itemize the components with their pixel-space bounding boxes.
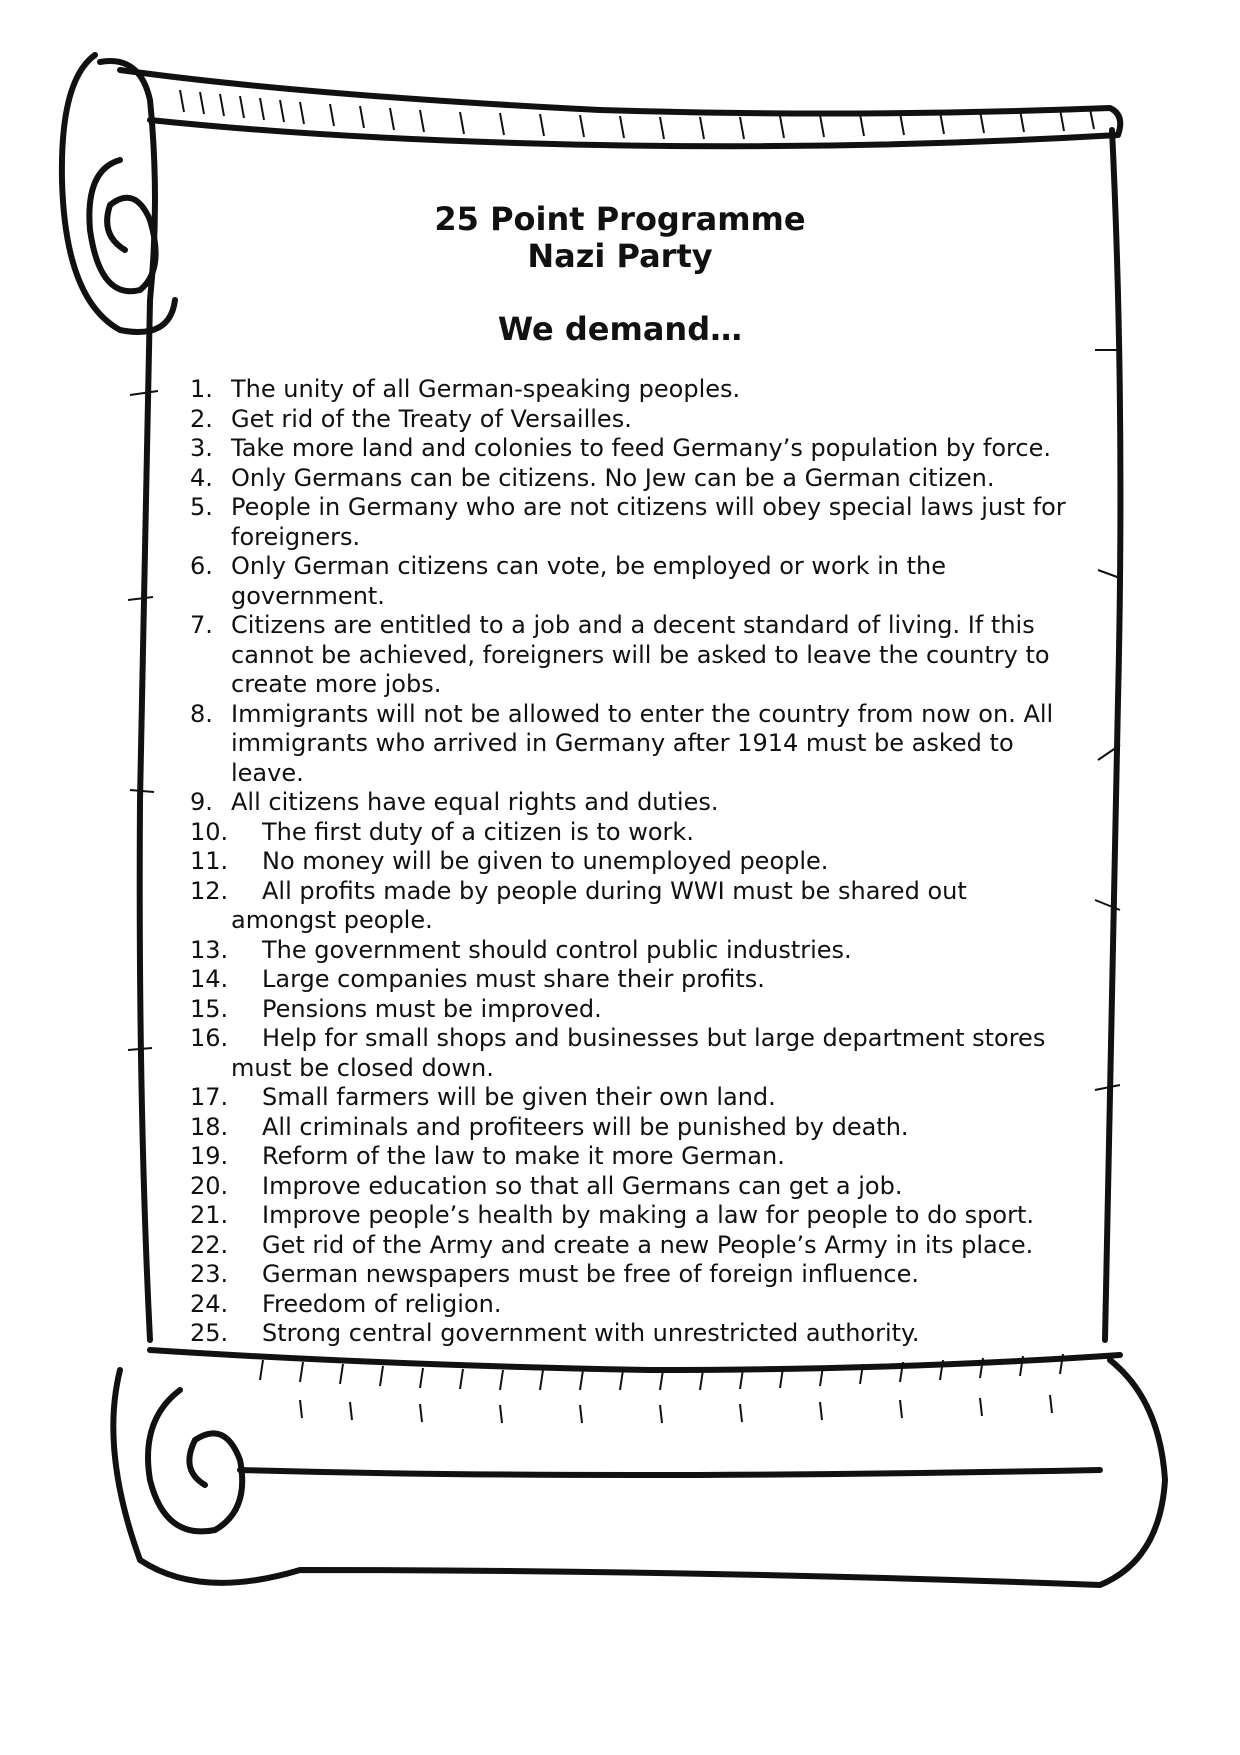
programme-point (190, 936, 1070, 966)
point-text: Large companies must share their profits. (262, 965, 765, 993)
point-text: Get rid of the Army and create a new People’s Army in its place. (262, 1230, 1034, 1259)
point-text: The government should control public industries. (262, 935, 852, 964)
point-number: 19. (190, 1142, 229, 1170)
programme-point (190, 1142, 1070, 1172)
programme-point (190, 1319, 1070, 1349)
programme-points-list (190, 375, 1070, 1349)
programme-point (190, 965, 1070, 995)
programme-point (190, 818, 1070, 848)
point-text: Reform of the law to make it more German. (262, 1142, 785, 1170)
point-text: Only German citizens can vote, be employed or work in the government. (231, 552, 947, 610)
point-number: 5. (190, 493, 213, 521)
programme-point (190, 1201, 1070, 1231)
point-number: 16. (190, 1024, 229, 1052)
programme-point (190, 877, 1070, 936)
point-number: 18. (190, 1112, 229, 1141)
point-text: Strong central government with unrestricted authority. (262, 1319, 920, 1347)
programme-point (190, 788, 1070, 818)
point-number: 14. (190, 965, 229, 993)
programme-point (190, 700, 1070, 789)
point-text: All criminals and profiteers will be punished by death. (262, 1112, 909, 1141)
point-text: The unity of all German-speaking peoples. (231, 375, 741, 403)
point-number: 8. (190, 699, 213, 728)
point-text: Freedom of religion. (262, 1289, 502, 1318)
point-text: All profits made by people during WWI must be shared out amongst people. (231, 876, 967, 934)
point-number: 21. (190, 1201, 229, 1229)
point-text: Citizens are entitled to a job and a decent standard of living. If this cannot be achieved, foreigners will be asked to leave the country to create more jobs. (231, 611, 1050, 698)
point-number: 22. (190, 1230, 229, 1259)
programme-point (190, 1172, 1070, 1202)
point-text: German newspapers must be free of foreign influence. (262, 1260, 920, 1288)
programme-point (190, 1260, 1070, 1290)
point-number: 20. (190, 1171, 229, 1200)
point-number: 1. (190, 375, 213, 403)
point-text: Get rid of the Treaty of Versailles. (231, 404, 632, 433)
programme-point (190, 464, 1070, 494)
point-number: 4. (190, 463, 213, 492)
point-number: 17. (190, 1083, 229, 1111)
programme-point (190, 405, 1070, 435)
point-number: 25. (190, 1319, 229, 1347)
point-text: Take more land and colonies to feed Germany’s population by force. (231, 434, 1051, 462)
programme-point (190, 1231, 1070, 1261)
programme-point (190, 1113, 1070, 1143)
document-subtitle: We demand… (497, 310, 743, 348)
point-text: Help for small shops and businesses but large department stores must be closed down. (231, 1024, 1046, 1082)
point-number: 2. (190, 404, 213, 433)
point-text: The first duty of a citizen is to work. (262, 817, 694, 846)
programme-point (190, 995, 1070, 1025)
point-text: Improve people’s health by making a law for people to do sport. (262, 1201, 1034, 1229)
programme-point (190, 611, 1070, 700)
programme-point (190, 1083, 1070, 1113)
point-number: 3. (190, 434, 213, 462)
point-text: Pensions must be improved. (262, 994, 602, 1023)
point-number: 12. (190, 876, 229, 905)
programme-point (190, 375, 1070, 405)
point-text: Small farmers will be given their own land. (262, 1083, 776, 1111)
point-number: 13. (190, 935, 229, 964)
programme-point (190, 552, 1070, 611)
point-number: 10. (190, 817, 229, 846)
point-text: Only Germans can be citizens. No Jew can be a German citizen. (231, 463, 995, 492)
point-number: 11. (190, 847, 229, 875)
document-title-party: Nazi Party (527, 237, 713, 275)
point-number: 23. (190, 1260, 229, 1288)
programme-point (190, 1290, 1070, 1320)
programme-point (190, 493, 1070, 552)
point-number: 6. (190, 552, 213, 580)
point-number: 15. (190, 994, 229, 1023)
point-text: Improve education so that all Germans can get a job. (262, 1171, 903, 1200)
programme-point (190, 434, 1070, 464)
document-title: 25 Point Programme (434, 200, 806, 238)
programme-point (190, 1024, 1070, 1083)
point-text: People in Germany who are not citizens will obey special laws just for foreigners. (231, 493, 1066, 551)
point-text: All citizens have equal rights and duties. (231, 788, 719, 816)
programme-point (190, 847, 1070, 877)
point-number: 7. (190, 611, 213, 639)
point-text: Immigrants will not be allowed to enter the country from now on. All immigrants who arrived in Germany after 1914 must be asked to leave. (231, 699, 1054, 787)
point-number: 24. (190, 1289, 229, 1318)
point-number: 9. (190, 788, 213, 816)
point-text: No money will be given to unemployed people. (262, 847, 829, 875)
